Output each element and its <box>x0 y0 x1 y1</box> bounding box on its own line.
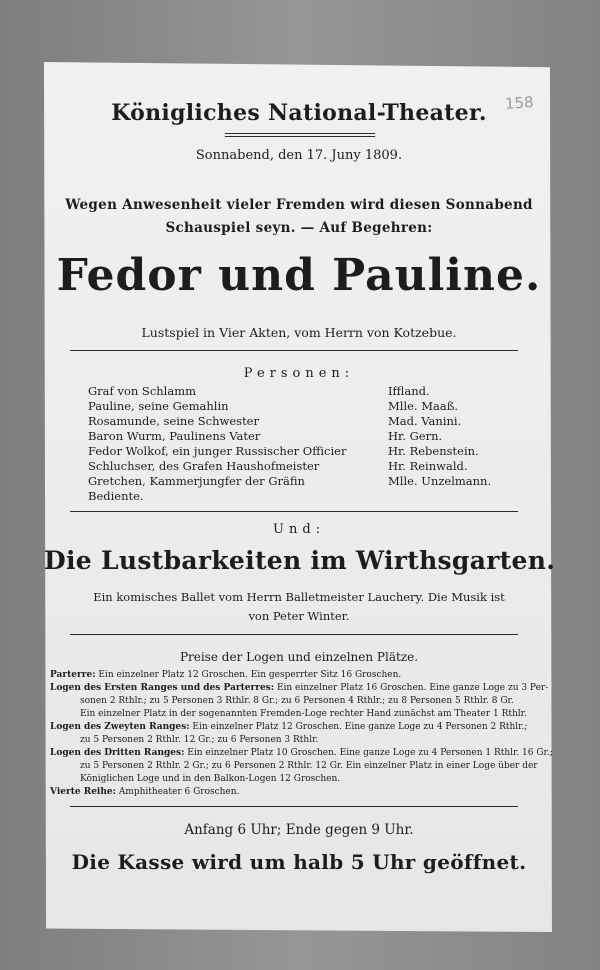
cast-actor: Hr. Gern. <box>388 429 443 443</box>
price-text: zu 5 Personen 2 Rthlr. 2 Gr.; zu 6 Personen 2 Rthlr. 12 Gr. Ein einzelner Platz in einer Loge über der <box>80 761 538 771</box>
price-line <box>50 709 580 720</box>
cast-actor: Hr. Reinwald. <box>388 459 468 473</box>
cast-row <box>88 459 508 474</box>
price-line <box>50 761 580 772</box>
notice-line-1: Wegen Anwesenheit vieler Fremden wird diesen Sonnabend <box>65 197 533 213</box>
cast-heading: Personen: <box>243 366 355 381</box>
price-label: Logen des Dritten Ranges: <box>50 748 185 758</box>
cast-actor: Hr. Rebenstein. <box>388 444 479 458</box>
cast-role: Fedor Wolkof, ein junger Russischer Officier <box>88 444 347 458</box>
rule-after-ballet <box>70 634 518 635</box>
cast-role: Baron Wurm, Paulinens Vater <box>88 429 261 443</box>
rule-after-prices <box>70 806 518 807</box>
price-line <box>50 774 580 785</box>
cast-actor: Mlle. Maaß. <box>388 399 459 413</box>
price-label: Logen des Zweyten Ranges: <box>50 722 190 732</box>
price-line <box>50 748 553 759</box>
theatre-name: Königliches National-Theater. <box>111 100 487 126</box>
price-text: Ein einzelner Platz 10 Groschen. Eine ganze Loge zu 4 Personen 1 Rthlr. 16 Gr.; <box>184 748 553 758</box>
cast-row <box>88 474 508 489</box>
price-text: Ein einzelner Platz 16 Groschen. Eine ganze Loge zu 3 Per- <box>274 683 549 693</box>
price-line <box>50 696 580 707</box>
price-text: Königlichen Loge und in den Balkon-Logen 12 Groschen. <box>80 774 341 784</box>
price-text: Ein einzelner Platz in der sogenannten Fremden-Loge rechter Hand zunächst am Theater 1 Rthlr. <box>80 709 527 719</box>
price-label: Parterre: <box>50 670 96 680</box>
price-line <box>50 683 550 694</box>
cast-actor: Iffland. <box>388 384 430 398</box>
price-line <box>50 787 550 798</box>
price-line <box>50 735 580 746</box>
cast-row <box>88 414 508 429</box>
und-heading: Und: <box>272 522 326 537</box>
price-text: sonen 2 Rthlr.; zu 5 Personen 3 Rthlr. 8 Gr.; zu 6 Personen 4 Rthlr.; zu 8 Personen 5 Rthlr. 8 Gr. <box>80 696 514 706</box>
cast-role: Pauline, seine Gemahlin <box>88 399 229 413</box>
rule-after-cast <box>70 511 518 512</box>
notice-line-2: Schauspiel seyn. — Auf Begehren: <box>165 220 433 236</box>
cast-role: Bediente. <box>88 489 144 503</box>
box-office-notice: Die Kasse wird um halb 5 Uhr geöffnet. <box>71 850 527 874</box>
rule-after-title <box>70 350 518 351</box>
ballet-line-1: Ein komisches Ballet vom Herrn Balletmeister Lauchery. Die Musik ist <box>93 590 505 604</box>
price-line <box>50 670 550 681</box>
price-label: Vierte Reihe: <box>50 787 116 797</box>
cast-row <box>88 399 508 414</box>
cast-role: Graf von Schlamm <box>88 384 197 398</box>
price-label: Logen des Ersten Ranges und des Parterres: <box>50 683 275 693</box>
ballet-title: Die Lustbarkeiten im Wirthsgarten. <box>44 546 556 575</box>
cast-row <box>88 429 508 444</box>
performance-date: Sonnabend, den 17. Juny 1809. <box>195 148 403 163</box>
cast-row <box>88 444 508 459</box>
cast-row <box>88 384 508 399</box>
header-ornament-rule <box>225 133 375 137</box>
start-end-times: Anfang 6 Uhr; Ende gegen 9 Uhr. <box>184 822 414 838</box>
play-title: Fedor und Pauline. <box>56 250 542 301</box>
cast-actor: Mad. Vanini. <box>388 414 462 428</box>
cast-actor: Mlle. Unzelmann. <box>388 474 492 488</box>
cast-role: Gretchen, Kammerjungfer der Gräfin <box>88 474 305 488</box>
prices-heading: Preise der Logen und einzelnen Plätze. <box>179 650 419 664</box>
price-text: Ein einzelner Platz 12 Groschen. Eine ganze Loge zu 4 Personen 2 Rthlr.; <box>189 722 528 732</box>
price-text: Amphitheater 6 Groschen. <box>115 787 240 797</box>
cast-role: Schluchser, des Grafen Haushofmeister <box>88 459 320 473</box>
play-subtitle: Lustspiel in Vier Akten, vom Herrn von Kotzebue. <box>141 325 457 340</box>
price-text: Ein einzelner Platz 12 Groschen. Ein gesperrter Sitz 16 Groschen. <box>95 670 402 680</box>
pencil-mark: 158 <box>504 93 535 113</box>
price-text: zu 5 Personen 2 Rthlr. 12 Gr.; zu 6 Personen 3 Rthlr. <box>80 735 319 745</box>
cast-role: Rosamunde, seine Schwester <box>88 414 259 428</box>
ballet-line-2: von Peter Winter. <box>248 609 350 623</box>
cast-row <box>88 489 508 504</box>
price-line <box>50 722 550 733</box>
